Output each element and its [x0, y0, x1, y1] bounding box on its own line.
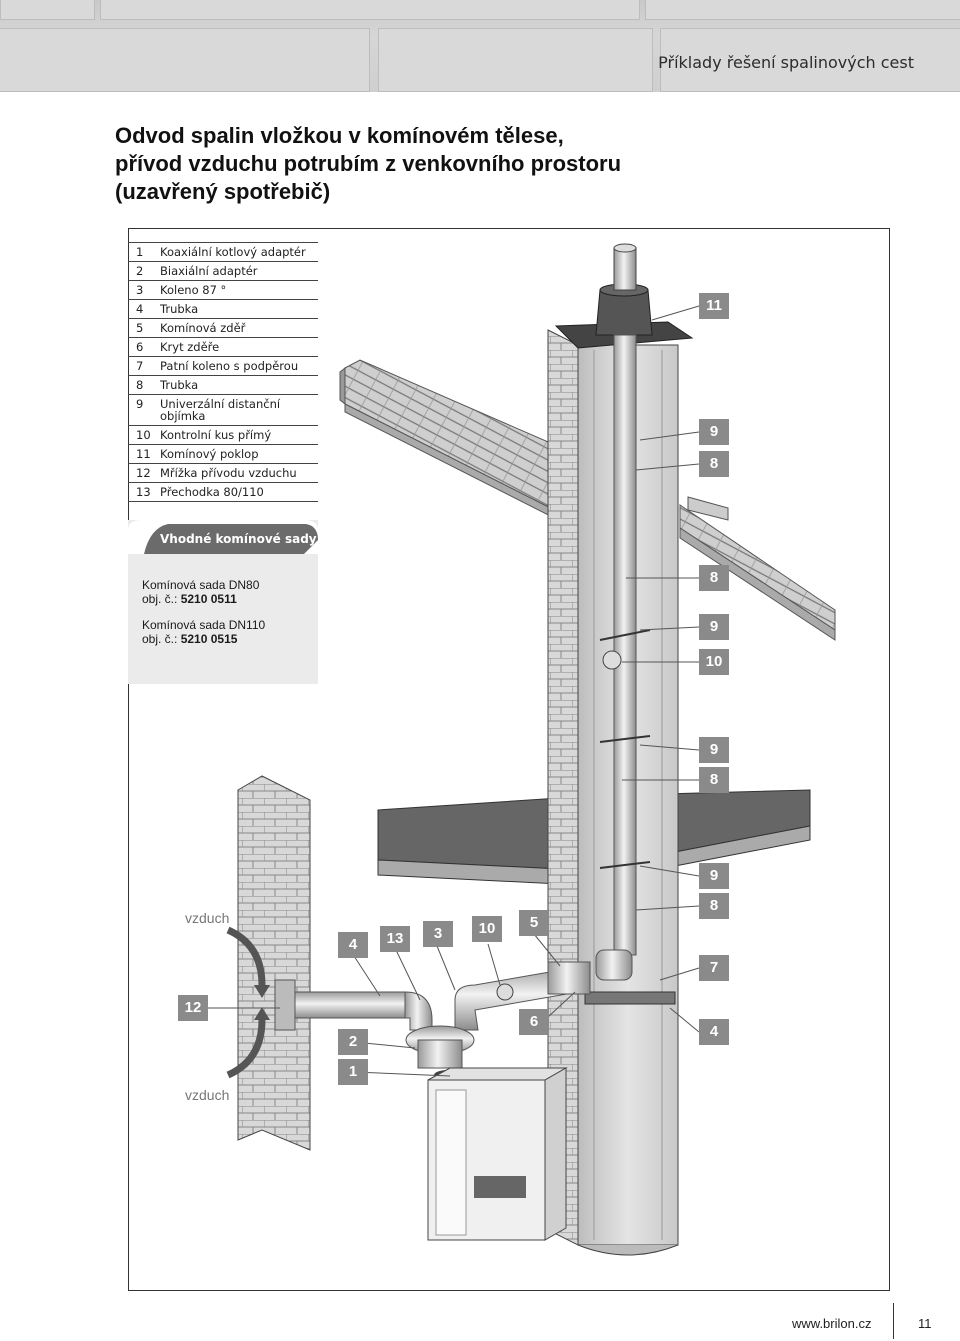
- legend-row: [128, 262, 318, 281]
- legend-number: 8: [136, 378, 144, 392]
- legend-label: Trubka: [160, 378, 199, 392]
- legend-row: [128, 338, 318, 357]
- legend-number: 4: [136, 302, 144, 316]
- legend-number: 1: [136, 245, 144, 259]
- callout-6: 6: [519, 1009, 549, 1035]
- legend-number: 7: [136, 359, 144, 373]
- callout-2: 2: [338, 1029, 368, 1055]
- legend-number: 3: [136, 283, 144, 297]
- legend-number: 13: [136, 485, 151, 499]
- legend-number: 9: [136, 397, 144, 411]
- legend-label: Patní koleno s podpěrou: [160, 359, 299, 373]
- legend-number: 5: [136, 321, 144, 335]
- kits-heading: Vhodné komínové sady: [160, 532, 317, 546]
- callout-9: 9: [699, 863, 729, 889]
- kit-2-order-num: 5210 0515: [180, 632, 238, 646]
- legend-row: [128, 376, 318, 395]
- callout-11: 11: [699, 293, 729, 319]
- legend-row: [128, 483, 318, 502]
- callout-3: 3: [423, 921, 453, 947]
- legend-number: 2: [136, 264, 144, 278]
- legend-number: 6: [136, 340, 144, 354]
- callout-5: 5: [519, 910, 549, 936]
- callout-8: 8: [699, 893, 729, 919]
- legend-label: Přechodka 80/110: [160, 485, 264, 499]
- legend-row: [128, 357, 318, 376]
- legend-label: Komínová zděř: [160, 321, 246, 335]
- chimney-cap: [596, 244, 652, 335]
- kits-box: [128, 520, 318, 684]
- section-title: Příklady řešení spalinových cest: [658, 53, 914, 72]
- legend-label: Biaxiální adaptér: [160, 264, 258, 278]
- kit-1-order: [142, 592, 259, 606]
- title-line-1: Odvod spalin vložkou v komínovém tělese,: [115, 123, 564, 148]
- kit-2-order-label: obj. č.:: [142, 632, 178, 646]
- kit-2-order: [142, 632, 265, 646]
- footer-separator: [893, 1303, 894, 1339]
- legend-row: [128, 281, 318, 300]
- air-supply-pipe: [295, 992, 432, 1030]
- legend-number: 12: [136, 466, 151, 480]
- legend-label: Koleno 87 °: [160, 283, 227, 297]
- callout-8: 8: [699, 565, 729, 591]
- title-line-2: přívod vzduchu potrubím z venkovního prostoru: [115, 151, 622, 176]
- external-wall: [238, 776, 310, 1150]
- legend-label: Mřížka přívodu vzduchu: [160, 466, 297, 480]
- legend-row: [128, 319, 318, 338]
- legend-label: Kryt zděře: [160, 340, 220, 354]
- callout-13: 13: [380, 926, 410, 952]
- callout-12: 12: [178, 995, 208, 1021]
- legend-row: [128, 445, 318, 464]
- callout-8: 8: [699, 767, 729, 793]
- chimney-base: [585, 992, 675, 1004]
- callout-9: 9: [699, 614, 729, 640]
- kit-1-order-num: 5210 0511: [180, 592, 237, 606]
- legend-label: Koaxiální kotlový adaptér: [160, 245, 306, 259]
- parts-legend: [128, 242, 318, 502]
- callout-9: 9: [699, 737, 729, 763]
- title-line-3: (uzavřený spotřebič): [115, 179, 331, 204]
- legend-row: [128, 464, 318, 483]
- air-label-bottom: vzduch: [185, 1087, 230, 1103]
- boiler: [428, 1068, 566, 1240]
- legend-row: [128, 426, 318, 445]
- callout-7: 7: [699, 955, 729, 981]
- kit-2-name: Komínová sada DN110: [142, 618, 266, 632]
- legend-number: 10: [136, 428, 151, 442]
- air-label-top: vzduch: [185, 910, 230, 926]
- legend-row: [128, 242, 318, 262]
- kit-1: [142, 578, 259, 606]
- callout-10: 10: [472, 916, 502, 942]
- callout-4: 4: [338, 932, 368, 958]
- roof-left: [340, 360, 578, 530]
- legend-row: [128, 395, 318, 426]
- callout-10: 10: [699, 649, 729, 675]
- legend-label: Komínový poklop: [160, 447, 259, 461]
- callout-9: 9: [699, 419, 729, 445]
- footer-url[interactable]: www.brilon.cz: [792, 1316, 872, 1331]
- callout-1: 1: [338, 1059, 368, 1085]
- callout-8: 8: [699, 451, 729, 477]
- legend-row: [128, 300, 318, 319]
- kit-1-order-label: obj. č.:: [142, 592, 178, 606]
- legend-label: Trubka: [160, 302, 199, 316]
- kit-1-name: Komínová sada DN80: [142, 578, 260, 592]
- legend-number: 11: [136, 447, 151, 461]
- kit-2: [142, 618, 265, 646]
- legend-label: Kontrolní kus přímý: [160, 428, 272, 442]
- legend-label: Univerzální distanční objímka: [160, 397, 281, 423]
- callout-4: 4: [699, 1019, 729, 1045]
- page-number: 11: [918, 1316, 932, 1331]
